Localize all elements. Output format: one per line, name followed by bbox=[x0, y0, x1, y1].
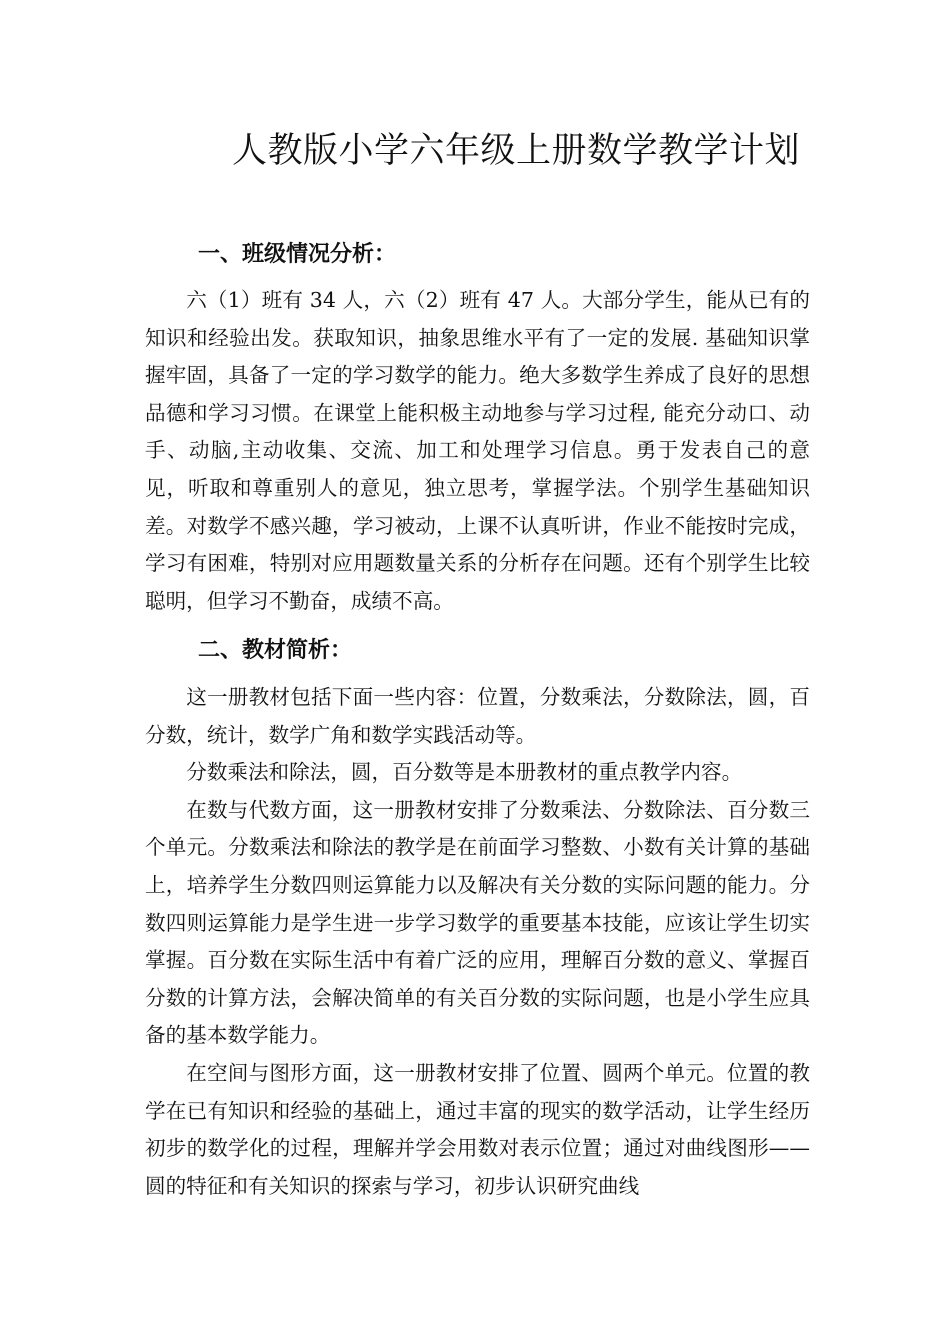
section-heading-class-analysis: 一、班级情况分析： bbox=[198, 242, 397, 267]
paragraph: 这一册教材包括下面一些内容：位置，分数乘法，分数除法，圆，百分数，统计，数学广角和数学实践活动等。 bbox=[145, 685, 810, 747]
paragraph: 在数与代数方面，这一册教材安排了分数乘法、分数除法、百分数三个单元。分数乘法和除法的教学是在前面学习整数、小数有关计算的基础上，培养学生分数四则运算能力以及解决有关分数的实际问题的能力。分数四则运算能力是学生进一步学习数学的重要基本技能，应该让学生切实掌握。百分数在实际生活中有着广泛的应用，理解百分数的意义、掌握百分数的计算方法，会解决简单的有关百分数的实际问题，也是小学生应具备的基本数学能力。 bbox=[145, 797, 810, 1048]
section-heading-textbook-analysis: 二、教材简析： bbox=[198, 638, 353, 663]
paragraph: 在空间与图形方面，这一册教材安排了位置、圆两个单元。位置的教学在已有知识和经验的基础上，通过丰富的现实的数学活动，让学生经历初步的数学化的过程，理解并学会用数对表示位置；通过对曲线图形——圆的特征和有关知识的探索与学习，初步认识研究曲线 bbox=[145, 1060, 810, 1198]
paragraph: 分数乘法和除法，圆，百分数等是本册教材的重点教学内容。 bbox=[186, 760, 743, 785]
paragraph: 六（1）班有 34 人，六（2）班有 47 人。大部分学生，能从已有的知识和经验出发。获取知识，抽象思维水平有了一定的发展. 基础知识掌握牢固，具备了一定的学习数学的能力。绝大多数学生养成了良好的思想品德和学习习惯。在课堂上能积极主动地参与学习过程, 能充分动口、动手、动脑,主动收集、交流、加工和处理学习信息。勇于发表自己的意见，听取和尊重别人的意见，独立思考，掌握学法。个别学生基础知识差。对数学不感兴趣，学习被动，上课不认真听讲，作业不能按时完成，学习有困难，特别对应用题数量关系的分析存在问题。还有个别学生比较聪明，但学习不勤奋，成绩不高。 bbox=[145, 288, 810, 613]
document-title: 人教版小学六年级上册数学教学计划 bbox=[232, 131, 801, 171]
section-body-class-analysis bbox=[145, 282, 810, 620]
section-body-textbook-analysis bbox=[145, 679, 810, 1205]
